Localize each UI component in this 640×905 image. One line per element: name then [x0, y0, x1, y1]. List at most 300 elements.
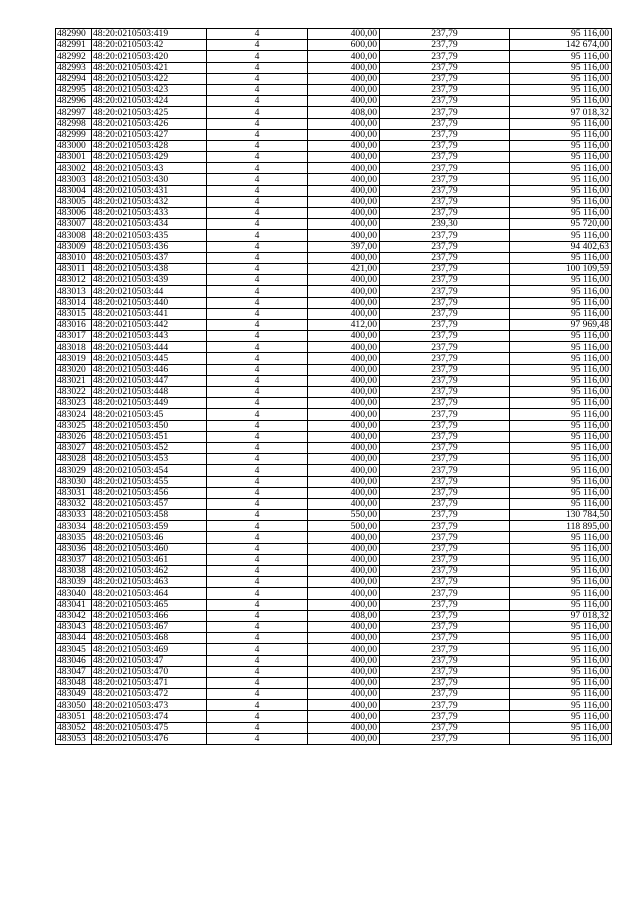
- row-number-cell: 483021: [56, 375, 92, 386]
- row-number-cell: 482994: [56, 73, 92, 84]
- rate-cell: 237,79: [380, 677, 510, 688]
- area-cell: 400,00: [308, 174, 380, 185]
- cadastral-number-cell: 48:20:0210503:467: [92, 621, 207, 632]
- area-cell: 400,00: [308, 140, 380, 151]
- category-cell: 4: [207, 655, 308, 666]
- table-row: [56, 51, 612, 62]
- row-number-cell: 482992: [56, 51, 92, 62]
- rate-cell: 237,79: [380, 633, 510, 644]
- row-number-cell: 483035: [56, 532, 92, 543]
- cadastral-number-cell: 48:20:0210503:441: [92, 308, 207, 319]
- category-cell: 4: [207, 521, 308, 532]
- rate-cell: 237,79: [380, 319, 510, 330]
- row-number-cell: 483037: [56, 554, 92, 565]
- area-cell: 400,00: [308, 487, 380, 498]
- rate-cell: 239,30: [380, 219, 510, 230]
- value-cell: 97 018,32: [510, 610, 612, 621]
- area-cell: 400,00: [308, 420, 380, 431]
- area-cell: 400,00: [308, 342, 380, 353]
- category-cell: 4: [207, 174, 308, 185]
- value-cell: 95 116,00: [510, 532, 612, 543]
- row-number-cell: 483014: [56, 297, 92, 308]
- cadastral-number-cell: 48:20:0210503:423: [92, 84, 207, 95]
- table-row: [56, 666, 612, 677]
- table-row: [56, 252, 612, 263]
- table-row: [56, 610, 612, 621]
- table-row: [56, 420, 612, 431]
- category-cell: 4: [207, 577, 308, 588]
- rate-cell: 237,79: [380, 431, 510, 442]
- area-cell: 400,00: [308, 633, 380, 644]
- rate-cell: 237,79: [380, 689, 510, 700]
- category-cell: 4: [207, 219, 308, 230]
- category-cell: 4: [207, 733, 308, 744]
- category-cell: 4: [207, 84, 308, 95]
- value-cell: 95 116,00: [510, 711, 612, 722]
- category-cell: 4: [207, 677, 308, 688]
- area-cell: 400,00: [308, 219, 380, 230]
- cadastral-number-cell: 48:20:0210503:452: [92, 442, 207, 453]
- area-cell: 400,00: [308, 73, 380, 84]
- rate-cell: 237,79: [380, 375, 510, 386]
- value-cell: 95 116,00: [510, 342, 612, 353]
- value-cell: 95 116,00: [510, 566, 612, 577]
- cadastral-number-cell: 48:20:0210503:440: [92, 297, 207, 308]
- value-cell: 95 116,00: [510, 96, 612, 107]
- area-cell: 400,00: [308, 297, 380, 308]
- cadastral-number-cell: 48:20:0210503:448: [92, 387, 207, 398]
- value-cell: 95 116,00: [510, 84, 612, 95]
- cadastral-number-cell: 48:20:0210503:457: [92, 498, 207, 509]
- category-cell: 4: [207, 353, 308, 364]
- cadastral-number-cell: 48:20:0210503:446: [92, 364, 207, 375]
- value-cell: 95 116,00: [510, 62, 612, 73]
- value-cell: 94 402,63: [510, 241, 612, 252]
- area-cell: 600,00: [308, 40, 380, 51]
- cadastral-number-cell: 48:20:0210503:444: [92, 342, 207, 353]
- category-cell: 4: [207, 152, 308, 163]
- table-row: [56, 700, 612, 711]
- table-row: [56, 476, 612, 487]
- rate-cell: 237,79: [380, 40, 510, 51]
- value-cell: 95 116,00: [510, 286, 612, 297]
- rate-cell: 237,79: [380, 196, 510, 207]
- cadastral-number-cell: 48:20:0210503:454: [92, 465, 207, 476]
- cadastral-number-cell: 48:20:0210503:442: [92, 319, 207, 330]
- value-cell: 95 116,00: [510, 487, 612, 498]
- category-cell: 4: [207, 599, 308, 610]
- table-row: [56, 208, 612, 219]
- row-number-cell: 483015: [56, 308, 92, 319]
- rate-cell: 237,79: [380, 442, 510, 453]
- category-cell: 4: [207, 140, 308, 151]
- cadastral-number-cell: 48:20:0210503:426: [92, 118, 207, 129]
- area-cell: 400,00: [308, 252, 380, 263]
- rate-cell: 237,79: [380, 532, 510, 543]
- value-cell: 95 116,00: [510, 163, 612, 174]
- category-cell: 4: [207, 364, 308, 375]
- area-cell: 400,00: [308, 532, 380, 543]
- category-cell: 4: [207, 163, 308, 174]
- value-cell: 118 895,00: [510, 521, 612, 532]
- area-cell: 408,00: [308, 107, 380, 118]
- rate-cell: 237,79: [380, 342, 510, 353]
- value-cell: 95 116,00: [510, 722, 612, 733]
- cadastral-number-cell: 48:20:0210503:464: [92, 588, 207, 599]
- value-cell: 95 116,00: [510, 196, 612, 207]
- table-row: [56, 442, 612, 453]
- category-cell: 4: [207, 342, 308, 353]
- category-cell: 4: [207, 700, 308, 711]
- value-cell: 95 116,00: [510, 588, 612, 599]
- table-row: [56, 331, 612, 342]
- table-row: [56, 465, 612, 476]
- row-number-cell: 483038: [56, 566, 92, 577]
- value-cell: 95 116,00: [510, 442, 612, 453]
- category-cell: 4: [207, 40, 308, 51]
- cadastral-number-cell: 48:20:0210503:438: [92, 263, 207, 274]
- rate-cell: 237,79: [380, 174, 510, 185]
- rate-cell: 237,79: [380, 409, 510, 420]
- table-row: [56, 588, 612, 599]
- row-number-cell: 483024: [56, 409, 92, 420]
- row-number-cell: 483011: [56, 263, 92, 274]
- cadastral-number-cell: 48:20:0210503:424: [92, 96, 207, 107]
- area-cell: 400,00: [308, 722, 380, 733]
- category-cell: 4: [207, 610, 308, 621]
- rate-cell: 237,79: [380, 420, 510, 431]
- rate-cell: 237,79: [380, 722, 510, 733]
- table-row: [56, 174, 612, 185]
- table-row: [56, 521, 612, 532]
- row-number-cell: 482996: [56, 96, 92, 107]
- cadastral-number-cell: 48:20:0210503:460: [92, 543, 207, 554]
- row-number-cell: 483034: [56, 521, 92, 532]
- row-number-cell: 483025: [56, 420, 92, 431]
- category-cell: 4: [207, 487, 308, 498]
- cadastral-number-cell: 48:20:0210503:465: [92, 599, 207, 610]
- cadastral-number-cell: 48:20:0210503:421: [92, 62, 207, 73]
- value-cell: 95 116,00: [510, 387, 612, 398]
- category-cell: 4: [207, 543, 308, 554]
- row-number-cell: 483036: [56, 543, 92, 554]
- category-cell: 4: [207, 465, 308, 476]
- row-number-cell: 483049: [56, 689, 92, 700]
- table-row: [56, 532, 612, 543]
- category-cell: 4: [207, 498, 308, 509]
- table-row: [56, 364, 612, 375]
- cadastral-number-cell: 48:20:0210503:420: [92, 51, 207, 62]
- area-cell: 400,00: [308, 387, 380, 398]
- row-number-cell: 483022: [56, 387, 92, 398]
- value-cell: 95 116,00: [510, 208, 612, 219]
- cadastral-number-cell: 48:20:0210503:436: [92, 241, 207, 252]
- area-cell: 550,00: [308, 510, 380, 521]
- area-cell: 400,00: [308, 711, 380, 722]
- category-cell: 4: [207, 230, 308, 241]
- area-cell: 400,00: [308, 543, 380, 554]
- area-cell: 400,00: [308, 163, 380, 174]
- value-cell: 95 116,00: [510, 498, 612, 509]
- category-cell: 4: [207, 29, 308, 40]
- area-cell: 400,00: [308, 621, 380, 632]
- table-row: [56, 241, 612, 252]
- value-cell: 95 116,00: [510, 644, 612, 655]
- area-cell: 400,00: [308, 554, 380, 565]
- table-row: [56, 152, 612, 163]
- row-number-cell: 483046: [56, 655, 92, 666]
- value-cell: 95 116,00: [510, 353, 612, 364]
- value-cell: 95 116,00: [510, 621, 612, 632]
- table-row: [56, 107, 612, 118]
- category-cell: 4: [207, 588, 308, 599]
- row-number-cell: 483007: [56, 219, 92, 230]
- category-cell: 4: [207, 208, 308, 219]
- row-number-cell: 483053: [56, 733, 92, 744]
- cadastral-number-cell: 48:20:0210503:42: [92, 40, 207, 51]
- row-number-cell: 483052: [56, 722, 92, 733]
- category-cell: 4: [207, 621, 308, 632]
- rate-cell: 237,79: [380, 700, 510, 711]
- row-number-cell: 483008: [56, 230, 92, 241]
- area-cell: 400,00: [308, 331, 380, 342]
- area-cell: 400,00: [308, 353, 380, 364]
- rate-cell: 237,79: [380, 51, 510, 62]
- value-cell: 95 116,00: [510, 297, 612, 308]
- category-cell: 4: [207, 51, 308, 62]
- rate-cell: 237,79: [380, 152, 510, 163]
- table-row: [56, 308, 612, 319]
- category-cell: 4: [207, 476, 308, 487]
- row-number-cell: 483010: [56, 252, 92, 263]
- cadastral-number-cell: 48:20:0210503:439: [92, 275, 207, 286]
- rate-cell: 237,79: [380, 286, 510, 297]
- area-cell: 400,00: [308, 431, 380, 442]
- row-number-cell: 483003: [56, 174, 92, 185]
- area-cell: 400,00: [308, 84, 380, 95]
- row-number-cell: 482993: [56, 62, 92, 73]
- rate-cell: 237,79: [380, 275, 510, 286]
- area-cell: 400,00: [308, 286, 380, 297]
- rate-cell: 237,79: [380, 297, 510, 308]
- area-cell: 400,00: [308, 577, 380, 588]
- cadastral-number-cell: 48:20:0210503:435: [92, 230, 207, 241]
- cadastral-number-cell: 48:20:0210503:47: [92, 655, 207, 666]
- rate-cell: 237,79: [380, 230, 510, 241]
- value-cell: 95 116,00: [510, 633, 612, 644]
- table-row: [56, 219, 612, 230]
- table-row: [56, 84, 612, 95]
- rate-cell: 237,79: [380, 543, 510, 554]
- rate-cell: 237,79: [380, 510, 510, 521]
- row-number-cell: 483019: [56, 353, 92, 364]
- cadastral-number-cell: 48:20:0210503:456: [92, 487, 207, 498]
- table-row: [56, 510, 612, 521]
- area-cell: 421,00: [308, 263, 380, 274]
- cadastral-number-cell: 48:20:0210503:428: [92, 140, 207, 151]
- cadastral-number-cell: 48:20:0210503:429: [92, 152, 207, 163]
- table-row: [56, 454, 612, 465]
- table-row: [56, 566, 612, 577]
- table-body: [56, 29, 612, 745]
- row-number-cell: 483040: [56, 588, 92, 599]
- rate-cell: 237,79: [380, 387, 510, 398]
- cadastral-number-cell: 48:20:0210503:422: [92, 73, 207, 84]
- table-row: [56, 163, 612, 174]
- row-number-cell: 483006: [56, 208, 92, 219]
- row-number-cell: 483042: [56, 610, 92, 621]
- value-cell: 95 116,00: [510, 733, 612, 744]
- table-row: [56, 711, 612, 722]
- category-cell: 4: [207, 196, 308, 207]
- value-cell: 142 674,00: [510, 40, 612, 51]
- value-cell: 100 109,59: [510, 263, 612, 274]
- table-row: [56, 577, 612, 588]
- value-cell: 95 116,00: [510, 140, 612, 151]
- cadastral-number-cell: 48:20:0210503:447: [92, 375, 207, 386]
- row-number-cell: 483045: [56, 644, 92, 655]
- category-cell: 4: [207, 319, 308, 330]
- rate-cell: 237,79: [380, 118, 510, 129]
- area-cell: 400,00: [308, 364, 380, 375]
- table-row: [56, 644, 612, 655]
- cadastral-number-cell: 48:20:0210503:434: [92, 219, 207, 230]
- table-row: [56, 677, 612, 688]
- table-row: [56, 398, 612, 409]
- row-number-cell: 483048: [56, 677, 92, 688]
- table-row: [56, 655, 612, 666]
- category-cell: 4: [207, 420, 308, 431]
- category-cell: 4: [207, 129, 308, 140]
- table-row: [56, 129, 612, 140]
- rate-cell: 237,79: [380, 554, 510, 565]
- area-cell: 400,00: [308, 51, 380, 62]
- category-cell: 4: [207, 73, 308, 84]
- cadastral-number-cell: 48:20:0210503:445: [92, 353, 207, 364]
- area-cell: 400,00: [308, 566, 380, 577]
- table-row: [56, 342, 612, 353]
- value-cell: 95 116,00: [510, 51, 612, 62]
- row-number-cell: 483004: [56, 185, 92, 196]
- category-cell: 4: [207, 275, 308, 286]
- table-row: [56, 319, 612, 330]
- rate-cell: 237,79: [380, 331, 510, 342]
- rate-cell: 237,79: [380, 498, 510, 509]
- cadastral-number-cell: 48:20:0210503:451: [92, 431, 207, 442]
- area-cell: 400,00: [308, 129, 380, 140]
- table-row: [56, 62, 612, 73]
- value-cell: 95 116,00: [510, 599, 612, 610]
- row-number-cell: 483016: [56, 319, 92, 330]
- row-number-cell: 482999: [56, 129, 92, 140]
- table-row: [56, 185, 612, 196]
- cadastral-number-cell: 48:20:0210503:433: [92, 208, 207, 219]
- cadastral-number-cell: 48:20:0210503:432: [92, 196, 207, 207]
- category-cell: 4: [207, 442, 308, 453]
- rate-cell: 237,79: [380, 263, 510, 274]
- value-cell: 130 784,50: [510, 510, 612, 521]
- category-cell: 4: [207, 409, 308, 420]
- cadastral-number-cell: 48:20:0210503:466: [92, 610, 207, 621]
- row-number-cell: 483000: [56, 140, 92, 151]
- rate-cell: 237,79: [380, 487, 510, 498]
- row-number-cell: 482991: [56, 40, 92, 51]
- value-cell: 95 116,00: [510, 118, 612, 129]
- area-cell: 400,00: [308, 588, 380, 599]
- rate-cell: 237,79: [380, 208, 510, 219]
- rate-cell: 237,79: [380, 476, 510, 487]
- row-number-cell: 483033: [56, 510, 92, 521]
- cadastral-number-cell: 48:20:0210503:476: [92, 733, 207, 744]
- value-cell: 95 116,00: [510, 554, 612, 565]
- category-cell: 4: [207, 107, 308, 118]
- value-cell: 95 116,00: [510, 331, 612, 342]
- rate-cell: 237,79: [380, 733, 510, 744]
- rate-cell: 237,79: [380, 621, 510, 632]
- rate-cell: 237,79: [380, 252, 510, 263]
- cadastral-number-cell: 48:20:0210503:450: [92, 420, 207, 431]
- cadastral-number-cell: 48:20:0210503:459: [92, 521, 207, 532]
- row-number-cell: 483032: [56, 498, 92, 509]
- area-cell: 400,00: [308, 152, 380, 163]
- rate-cell: 237,79: [380, 454, 510, 465]
- area-cell: 400,00: [308, 185, 380, 196]
- value-cell: 97 018,32: [510, 107, 612, 118]
- row-number-cell: 483029: [56, 465, 92, 476]
- area-cell: 400,00: [308, 442, 380, 453]
- cadastral-number-cell: 48:20:0210503:46: [92, 532, 207, 543]
- area-cell: 397,00: [308, 241, 380, 252]
- table-row: [56, 543, 612, 554]
- cadastral-number-cell: 48:20:0210503:468: [92, 633, 207, 644]
- area-cell: 400,00: [308, 644, 380, 655]
- row-number-cell: 483028: [56, 454, 92, 465]
- rate-cell: 237,79: [380, 140, 510, 151]
- area-cell: 400,00: [308, 655, 380, 666]
- rate-cell: 237,79: [380, 521, 510, 532]
- category-cell: 4: [207, 398, 308, 409]
- rate-cell: 237,79: [380, 566, 510, 577]
- area-cell: 412,00: [308, 319, 380, 330]
- table-row: [56, 40, 612, 51]
- value-cell: 95 116,00: [510, 689, 612, 700]
- value-cell: 95 116,00: [510, 230, 612, 241]
- value-cell: 95 116,00: [510, 185, 612, 196]
- rate-cell: 237,79: [380, 577, 510, 588]
- value-cell: 95 116,00: [510, 431, 612, 442]
- rate-cell: 237,79: [380, 96, 510, 107]
- table-row: [56, 73, 612, 84]
- row-number-cell: 483026: [56, 431, 92, 442]
- area-cell: 400,00: [308, 230, 380, 241]
- value-cell: 95 116,00: [510, 666, 612, 677]
- table-row: [56, 297, 612, 308]
- row-number-cell: 483005: [56, 196, 92, 207]
- area-cell: 400,00: [308, 275, 380, 286]
- rate-cell: 237,79: [380, 185, 510, 196]
- table-row: [56, 263, 612, 274]
- rate-cell: 237,79: [380, 364, 510, 375]
- rate-cell: 237,79: [380, 465, 510, 476]
- table-row: [56, 621, 612, 632]
- rate-cell: 237,79: [380, 84, 510, 95]
- row-number-cell: 483027: [56, 442, 92, 453]
- category-cell: 4: [207, 185, 308, 196]
- area-cell: 408,00: [308, 610, 380, 621]
- row-number-cell: 483017: [56, 331, 92, 342]
- value-cell: 95 116,00: [510, 398, 612, 409]
- category-cell: 4: [207, 431, 308, 442]
